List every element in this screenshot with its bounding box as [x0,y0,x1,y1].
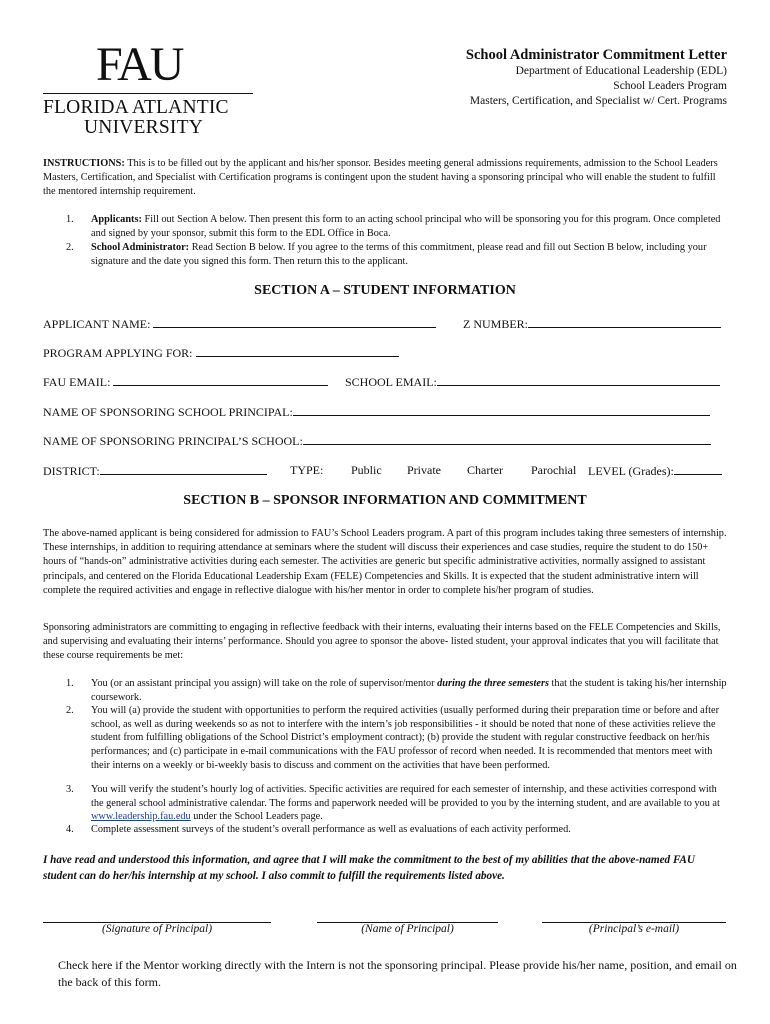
instructions-label: INSTRUCTIONS: [43,158,125,169]
signature-block[interactable] [43,922,271,935]
fau-email-label: FAU EMAIL: [43,375,111,389]
principal-name-caption: (Name of Principal) [361,923,454,935]
step-number: 2. [66,242,74,253]
principal-email-block[interactable] [542,922,726,935]
level-label: LEVEL (Grades): [588,464,674,478]
type-option-charter[interactable]: Charter [467,463,503,477]
item-text: You (or an assistant principal you assign) will take on the role of supervisor/mentor [91,678,438,689]
district-field[interactable] [43,463,267,478]
sponsoring-principal-label: NAME OF SPONSORING SCHOOL PRINCIPAL: [43,405,293,419]
leadership-website-link[interactable]: www.leadership.fau.edu [91,811,191,823]
document-title: School Administrator Commitment Letter [465,47,727,63]
section-b-heading: SECTION B – SPONSOR INFORMATION AND COMMITMENT [183,493,587,508]
level-input[interactable] [674,463,722,475]
step-text: Read Section B below. If you agree to the terms of this commitment, please read and fill out Section B below, including your signature and the date you signed this form. Then return this to the applicant. [91,242,707,267]
type-label: TYPE: [290,463,324,477]
item-emphasis: during the three semesters [437,678,549,689]
district-label: DISTRICT: [43,464,100,478]
item-text: You will verify the student’s hourly log of activities. Specific activities are required for each semester of internship, and these activities correspond with the general school administrative calendar. The forms and paperwork needed will be provided to you by the interning student, and are available to you at [91,784,720,809]
item-text-end: that the student is taking his/her internship coursework. [91,678,727,703]
item-number: 1. [66,678,74,689]
sponsoring-principal-input[interactable] [293,404,710,416]
header-department: Department of Educational Leadership (EDL) [515,65,727,77]
school-email-label: SCHOOL EMAIL: [345,375,437,389]
signature-caption: (Signature of Principal) [101,923,213,935]
fau-logo-letters: FAU [96,38,183,91]
principal-school-field[interactable] [43,433,711,448]
step-text: Fill out Section A below. Then present this form to an acting school principal who will be sponsoring you for this program. Once completed and signed by your sponsor, submit this form to the EDL Office in Boca. [91,214,721,239]
section-a-heading: SECTION A – STUDENT INFORMATION [254,283,516,298]
z-number-field[interactable] [463,316,721,331]
logo-divider [43,93,253,94]
item-text: You will (a) provide the student with opportunities to perform the required activities (usually performed during their preparation time or before and after school, as well as during weekends so as not to interfere with the intern’s job responsibilities - it should be noted that none of these activities relieve the student from fulfilling obligations of the School District’s employment contract); (b) provide the student with regular constructive feedback on her/his performances; and (c) participate in e-mail communications with the FAU professor of record when needed. It is recommended that mentors meet with their interns on a weekly or bi-weekly basis to discuss and comment on the activities that have been performed. [91,705,720,771]
applicant-name-field[interactable] [43,316,436,331]
item-text: Complete assessment surveys of the student’s overall performance as well as evaluations of each activity performed. [91,824,571,835]
principal-name-block[interactable] [317,922,498,935]
type-option-private[interactable]: Private [407,463,441,477]
program-field[interactable] [43,345,399,360]
logo-line-university: UNIVERSITY [84,117,203,138]
item-text-end: under the School Leaders page. [190,811,323,823]
z-number-input[interactable] [528,316,721,328]
fau-email-input[interactable] [113,374,328,386]
program-label: PROGRAM APPLYING FOR: [43,346,193,360]
instructions-paragraph [43,157,729,200]
document-header [466,46,727,109]
item-number: 3. [66,784,74,795]
principal-email-caption: (Principal’s e-mail) [588,923,680,935]
mentor-check-note[interactable]: Check here if the Mentor working directly with the Intern is not the sponsoring principal. Please provide his/her name, position, and email on the back of this form. [58,958,737,989]
principal-school-input[interactable] [303,433,711,445]
level-field[interactable] [588,463,722,478]
fau-email-field[interactable] [43,374,328,389]
program-input[interactable] [196,345,399,357]
type-option-parochial[interactable]: Parochial [531,463,577,477]
sponsoring-principal-field[interactable] [43,404,710,419]
principal-school-label: NAME OF SPONSORING PRINCIPAL’S SCHOOL: [43,434,303,448]
attestation-statement: I have read and understood this information, and agree that I will make the commitment to the best of my abilities that the above-named FAU student can do her/his internship at my school. I also commit to fulfill the requirements listed above. [43,854,695,882]
step-label-applicants: Applicants: [91,214,142,225]
step-number: 1. [66,214,74,225]
instructions-text: This is to be filled out by the applicant and his/her sponsor. Besides meeting general admissions requirements, admission to the School Leaders Masters, Certification, and Specialist with Certification programs is contingent upon the student having a sponsoring principal who will enable the student to fulfill the mentored internship requirement. [43,158,718,198]
logo-line-florida-atlantic: FLORIDA ATLANTIC [43,97,229,118]
section-b-commitment-paragraph: Sponsoring administrators are committing to engaging in reflective feedback with their interns, evaluating their interns based on the FELE Competencies and Skills, and supervising and evaluating their interns’ performance. Should you agree to sponsor the above- listed student, your approval indicates that you will facilitate that these course requirements be met: [43,622,721,662]
applicant-name-input[interactable] [153,316,436,328]
item-number: 2. [66,705,74,716]
section-b-intro-paragraph: The above-named applicant is being considered for admission to FAU’s School Leaders program. A part of this program includes taking three semesters of internship. These internships, in addition to requiring attendance at seminars where the student will discuss their experiences and case studies, require the student to do 150+ hours of “hands-on” administrative activities during each semester. The activities are generic but specific administrative activities, normally assigned to assistant principals, and centered on the Florida Educational Leadership Exam (FELE) Competencies and Skills. It is expected that the student administrative intern will complete the required activities and engage in reflective dialogue with his/her mentor in order to complete his/her program of studies. [43,528,727,596]
step-label-school-administrator: School Administrator: [91,242,190,253]
item-number: 4. [66,824,74,835]
district-input[interactable] [100,463,267,475]
school-email-field[interactable] [345,374,720,389]
type-option-public[interactable]: Public [351,463,382,477]
school-email-input[interactable] [437,374,720,386]
header-programs-list: Masters, Certification, and Specialist w/ Cert. Programs [469,95,727,107]
z-number-label: Z NUMBER: [463,317,529,331]
header-program: School Leaders Program [613,80,727,92]
applicant-name-label: APPLICANT NAME: [43,317,151,331]
